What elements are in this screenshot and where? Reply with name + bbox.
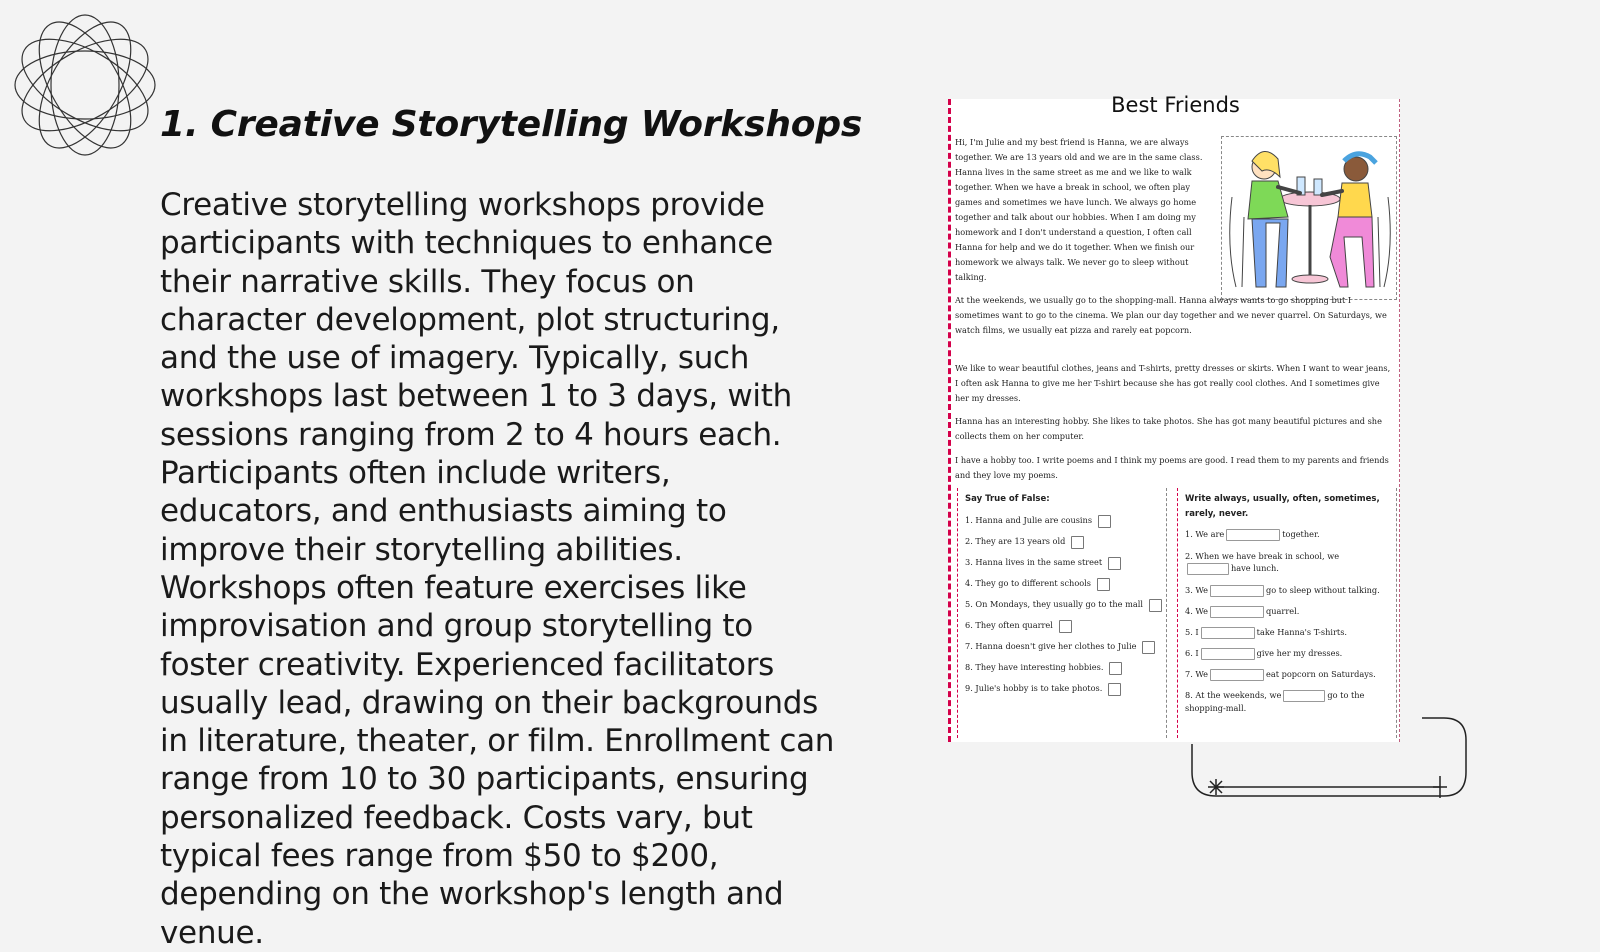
worksheet-paragraph: I have a hobby too. I write poems and I think my poems are good. I read them to my parents and friends and they love my poems. [955,455,1389,480]
answer-checkbox [1149,599,1162,612]
worksheet-paragraph: At the weekends, we usually go to the shopping-mall. Hanna always wants to go shopping but I sometimes want to go to the cinema. We plan our day together and we never quarrel. On Saturdays, we watch films, we usually eat pizza and rarely eat popcorn. [955,295,1387,335]
answer-blank [1210,606,1264,618]
exercise-heading: Say True of False: [965,494,1050,504]
answer-blank [1210,585,1264,597]
slide-body-text: Creative storytelling workshops provide participants with techniques to enhance their narrative skills. They focus on character development, plot structuring, and the use of imagery. Typically, such workshops last between 1 to 3 days, with sessions ranging from 2 to 4 hours each. Participants often include writers, educators, and enthusiasts aiming to improve their storytelling abilities. Workshops often feature exercises like improvisation and group storytelling to foster creativity. Experienced facilitators usually lead, drawing on their backgrounds in literature, theater, or film. Enrollment can range from 10 to 30 participants, ensuring personalized feedback. Costs vary, but typical fees range from $50 to $200, depending on the workshop's length and venue. [160,187,835,951]
list-item: 2. When we have break in school, we have lunch. [1185,551,1340,573]
exercise-heading: Write always, usually, often, sometimes, rarely, never. [1185,494,1380,519]
worksheet-paragraph: Hanna has an interesting hobby. She likes to take photos. She has got many beautiful pictures and she collects them on her computer. [955,416,1382,441]
worksheet-paragraph: Hi, I'm Julie and my best friend is Hanna, we are always together. We are 13 years old and we are in the same class. Hanna lives in the same street as me and we like to walk together. When we have a break in school, we often play games and sometimes we have lunch. We always go home together and talk about our hobbies. When I am doing my homework and I don't understand a question, I often call Hanna for help and we do it together. When we finish our homework we always talk. We never go to sleep without talking. [955,137,1203,282]
list-item: 4. We quarrel. [1185,606,1300,616]
worksheet-paragraph: We like to wear beautiful clothes, jeans and T-shirts, pretty dresses or skirts. When I want to wear jeans, I often ask Hanna to give me her T-shirt because she has got really cool clothes. And I sometimes give her my dresses. [955,363,1391,403]
list-item: 9. Julie's hobby is to take photos. [965,682,1121,696]
decorative-bracket-graphic [1190,716,1470,812]
worksheet-title: Best Friends [1111,93,1240,117]
answer-blank [1201,648,1255,660]
list-item: 8. They have interesting hobbies. [965,661,1122,675]
list-item: 1. Hanna and Julie are cousins [965,514,1111,528]
list-item: 4. They go to different schools [965,577,1110,591]
list-item: 2. They are 13 years old [965,535,1084,549]
list-item: 3. We go to sleep without talking. [1185,585,1380,595]
answer-checkbox [1071,536,1084,549]
list-item: 7. We eat popcorn on Saturdays. [1185,669,1376,679]
decorative-rings-graphic [10,10,160,160]
answer-blank [1187,563,1229,575]
list-item: 5. On Mondays, they usually go to the mall [965,598,1162,612]
answer-checkbox [1109,662,1122,675]
list-item: 8. At the weekends, we go to the shopping-mall. [1185,690,1365,713]
adverb-fill-exercise [1177,488,1397,738]
answer-checkbox [1108,557,1121,570]
answer-checkbox [1142,641,1155,654]
list-item: 5. I take Hanna's T-shirts. [1185,627,1348,637]
answer-checkbox [1097,578,1110,591]
answer-blank [1283,690,1325,702]
answer-blank [1210,669,1264,681]
answer-blank [1201,627,1255,639]
list-item: 6. I give her my dresses. [1185,648,1343,658]
list-item: 7. Hanna doesn't give her clothes to Julie [965,640,1155,654]
true-false-exercise [957,488,1167,738]
best-friends-worksheet [948,93,1400,742]
answer-checkbox [1098,515,1111,528]
friends-illustration [1221,136,1397,300]
answer-checkbox [1108,683,1121,696]
list-item: 1. We are together. [1185,529,1320,539]
list-item: 6. They often quarrel [965,619,1072,633]
slide-title: 1. Creative Storytelling Workshops [160,104,863,145]
answer-checkbox [1059,620,1072,633]
list-item: 3. Hanna lives in the same street [965,556,1121,570]
answer-blank [1226,529,1280,541]
